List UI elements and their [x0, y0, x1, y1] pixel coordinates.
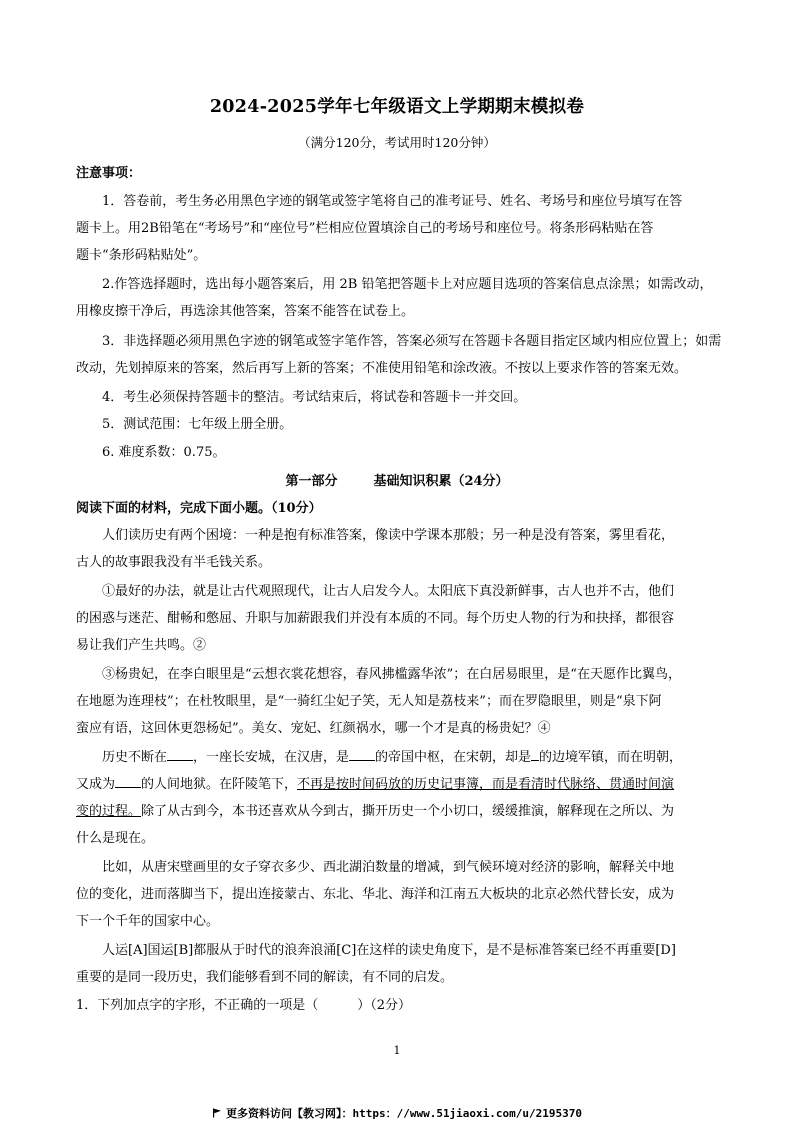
- footer-text: 更多资料访问【教习网】：https：//www.51jiaoxi.com/u/2195370: [225, 1107, 583, 1120]
- paragraph-2-line-3: 易让我们产生共鸣。②: [76, 638, 207, 653]
- underlined-sentence-part-2: 变的过程。: [76, 804, 142, 819]
- section-name: 基础知识积累（24分）: [373, 474, 509, 489]
- p4-text-3: 的帝国中枢，在宋朝，却是: [375, 750, 532, 765]
- paragraph-4-line-4: 什么是现在。: [76, 831, 155, 846]
- paragraph-4-line-1: [76, 746, 722, 765]
- paragraph-5-line-1: 比如，从唐宋壁画里的女子穿衣多少、西北湖泊数量的增减，到气候环境对经济的影响，解释关中地: [102, 860, 675, 875]
- note-4: 4．考生必须保持答题卡的整洁。考试结束后，将试卷和答题卡一并交回。: [102, 390, 527, 405]
- paragraph-5-line-3: 下一个千年的国家中心。: [76, 914, 220, 929]
- flag-icon: [212, 1108, 222, 1118]
- fill-blank-4[interactable]: [115, 775, 141, 788]
- section-heading: [0, 470, 794, 489]
- p4-text-5: 又成为: [76, 777, 116, 792]
- note-2-line-2: 用橡皮擦干净后，再选涂其他答案，答案不能答在试卷上。: [76, 304, 415, 319]
- paragraph-3-line-1: ③杨贵妃，在李白眼里是“云想衣裳花想容，春风拂槛露华浓”；在白居易眼里，是“在天愿作比翼鸟，: [102, 667, 681, 682]
- p4-text-6: 的人间地狱。在阡陵笔下，: [141, 777, 298, 792]
- note-3-line-2: 改动，先划掉原来的答案，然后再写上新的答案；不准使用铅笔和涂改液。不按以上要求作答的答案无效。: [76, 361, 688, 376]
- exam-title: 2024-2025学年七年级语文上学期期末模拟卷: [209, 97, 585, 117]
- p4-text-7: 除了从古到今，本书还喜欢从今到古，撕开历史一个小切口，缓缓推演，解释现在之所以、为: [141, 804, 675, 819]
- paragraph-2-line-1: ①最好的办法，就是让古代观照现代，让古人启发今人。太阳底下真没新鲜事，古人也并不古，他们: [102, 584, 675, 599]
- note-2-line-1: 2.作答选择题时，选出每小题答案后，用 2B 铅笔把答题卡上对应题目选项的答案信息点涂黑；如需改动，: [102, 277, 713, 292]
- paragraph-4-line-2: [76, 773, 722, 792]
- page-number: 1: [393, 1044, 401, 1057]
- p4-text-2: ，一座长安城，在汉唐，是: [193, 750, 350, 765]
- paragraph-2-line-2: 的困惑与迷茫、酣畅和憋屈、升职与加薪跟我们并没有本质的不同。每个历史人物的行为和抉择，都很容: [76, 611, 675, 626]
- question-1: 1．下列加点字的字形，不正确的一项是（ ）（2分）: [76, 998, 412, 1013]
- paragraph-1-line-1: 人们读历史有两个困境：一种是抱有标准答案，像读中学课本那般；另一种是没有答案，雾里看花，: [102, 528, 675, 543]
- section-part: 第一部分: [285, 474, 338, 489]
- note-6: 6. 难度系数：0.75。: [102, 445, 226, 460]
- fill-blank-1[interactable]: [167, 748, 193, 761]
- paragraph-4-line-3: [76, 800, 722, 819]
- exam-subtitle: （满分120分，考试用时120分钟）: [298, 135, 496, 150]
- fill-blank-3[interactable]: [531, 748, 539, 761]
- paragraph-6-line-1: 人运[A]国运[B]都服从于时代的浪奔浪涌[C]在这样的读史角度下，是不是标准答案已经不再重要[D]: [102, 943, 676, 958]
- paragraph-6-line-2: 重要的是同一段历史，我们能够看到不同的解读，有不同的启发。: [76, 970, 454, 985]
- p4-text-1: 历史不断在: [102, 750, 168, 765]
- note-5: 5．测试范围：七年级上册全册。: [102, 417, 293, 432]
- note-1-line-3: 题卡“条形码粘贴处”。: [76, 248, 207, 263]
- p4-text-4: 的边境军镇，而在明朝，: [539, 750, 683, 765]
- paragraph-5-line-2: 位的变化，进而落脚当下，提出连接蒙古、东北、华北、海洋和江南五大板块的北京必然代替长安，成为: [76, 887, 675, 902]
- footer-link[interactable]: [0, 1105, 794, 1121]
- underlined-sentence-part-1: 不再是按时间码放的历史记事簿，而是看清时代脉络、贯通时间演: [297, 777, 675, 792]
- paragraph-1-line-2: 古人的故事跟我没有半毛钱关系。: [76, 555, 272, 570]
- paragraph-3-line-2: 在地愿为连理枝”；在杜牧眼里，是“一骑红尘妃子笑，无人知是荔枝来”；而在罗隐眼里，则是“泉下阿: [76, 694, 662, 709]
- note-3-line-1: 3．非选择题必须用黑色字迹的钢笔或签字笔作答，答案必须写在答题卡各题目指定区域内相应位置上；如需: [102, 334, 722, 349]
- note-1-line-1: 1．答卷前，考生务必用黑色字迹的钢笔或签字笔将自己的准考证号、姓名、考场号和座位号填写在答: [102, 194, 683, 209]
- paragraph-3-line-3: 蛮应有语，这回休更怨杨妃”。美女、宠妃、红颜祸水，哪一个才是真的杨贵妃？④: [76, 721, 551, 736]
- reading-instruction: 阅读下面的材料，完成下面小题。（10分）: [76, 501, 322, 516]
- notes-heading: 注意事项：: [76, 166, 142, 181]
- note-1-line-2: 题卡上。用2B铅笔在“考场号”和“座位号”栏相应位置填涂自己的考场号和座位号。将条形码粘贴在答: [76, 221, 654, 236]
- fill-blank-2[interactable]: [349, 748, 375, 761]
